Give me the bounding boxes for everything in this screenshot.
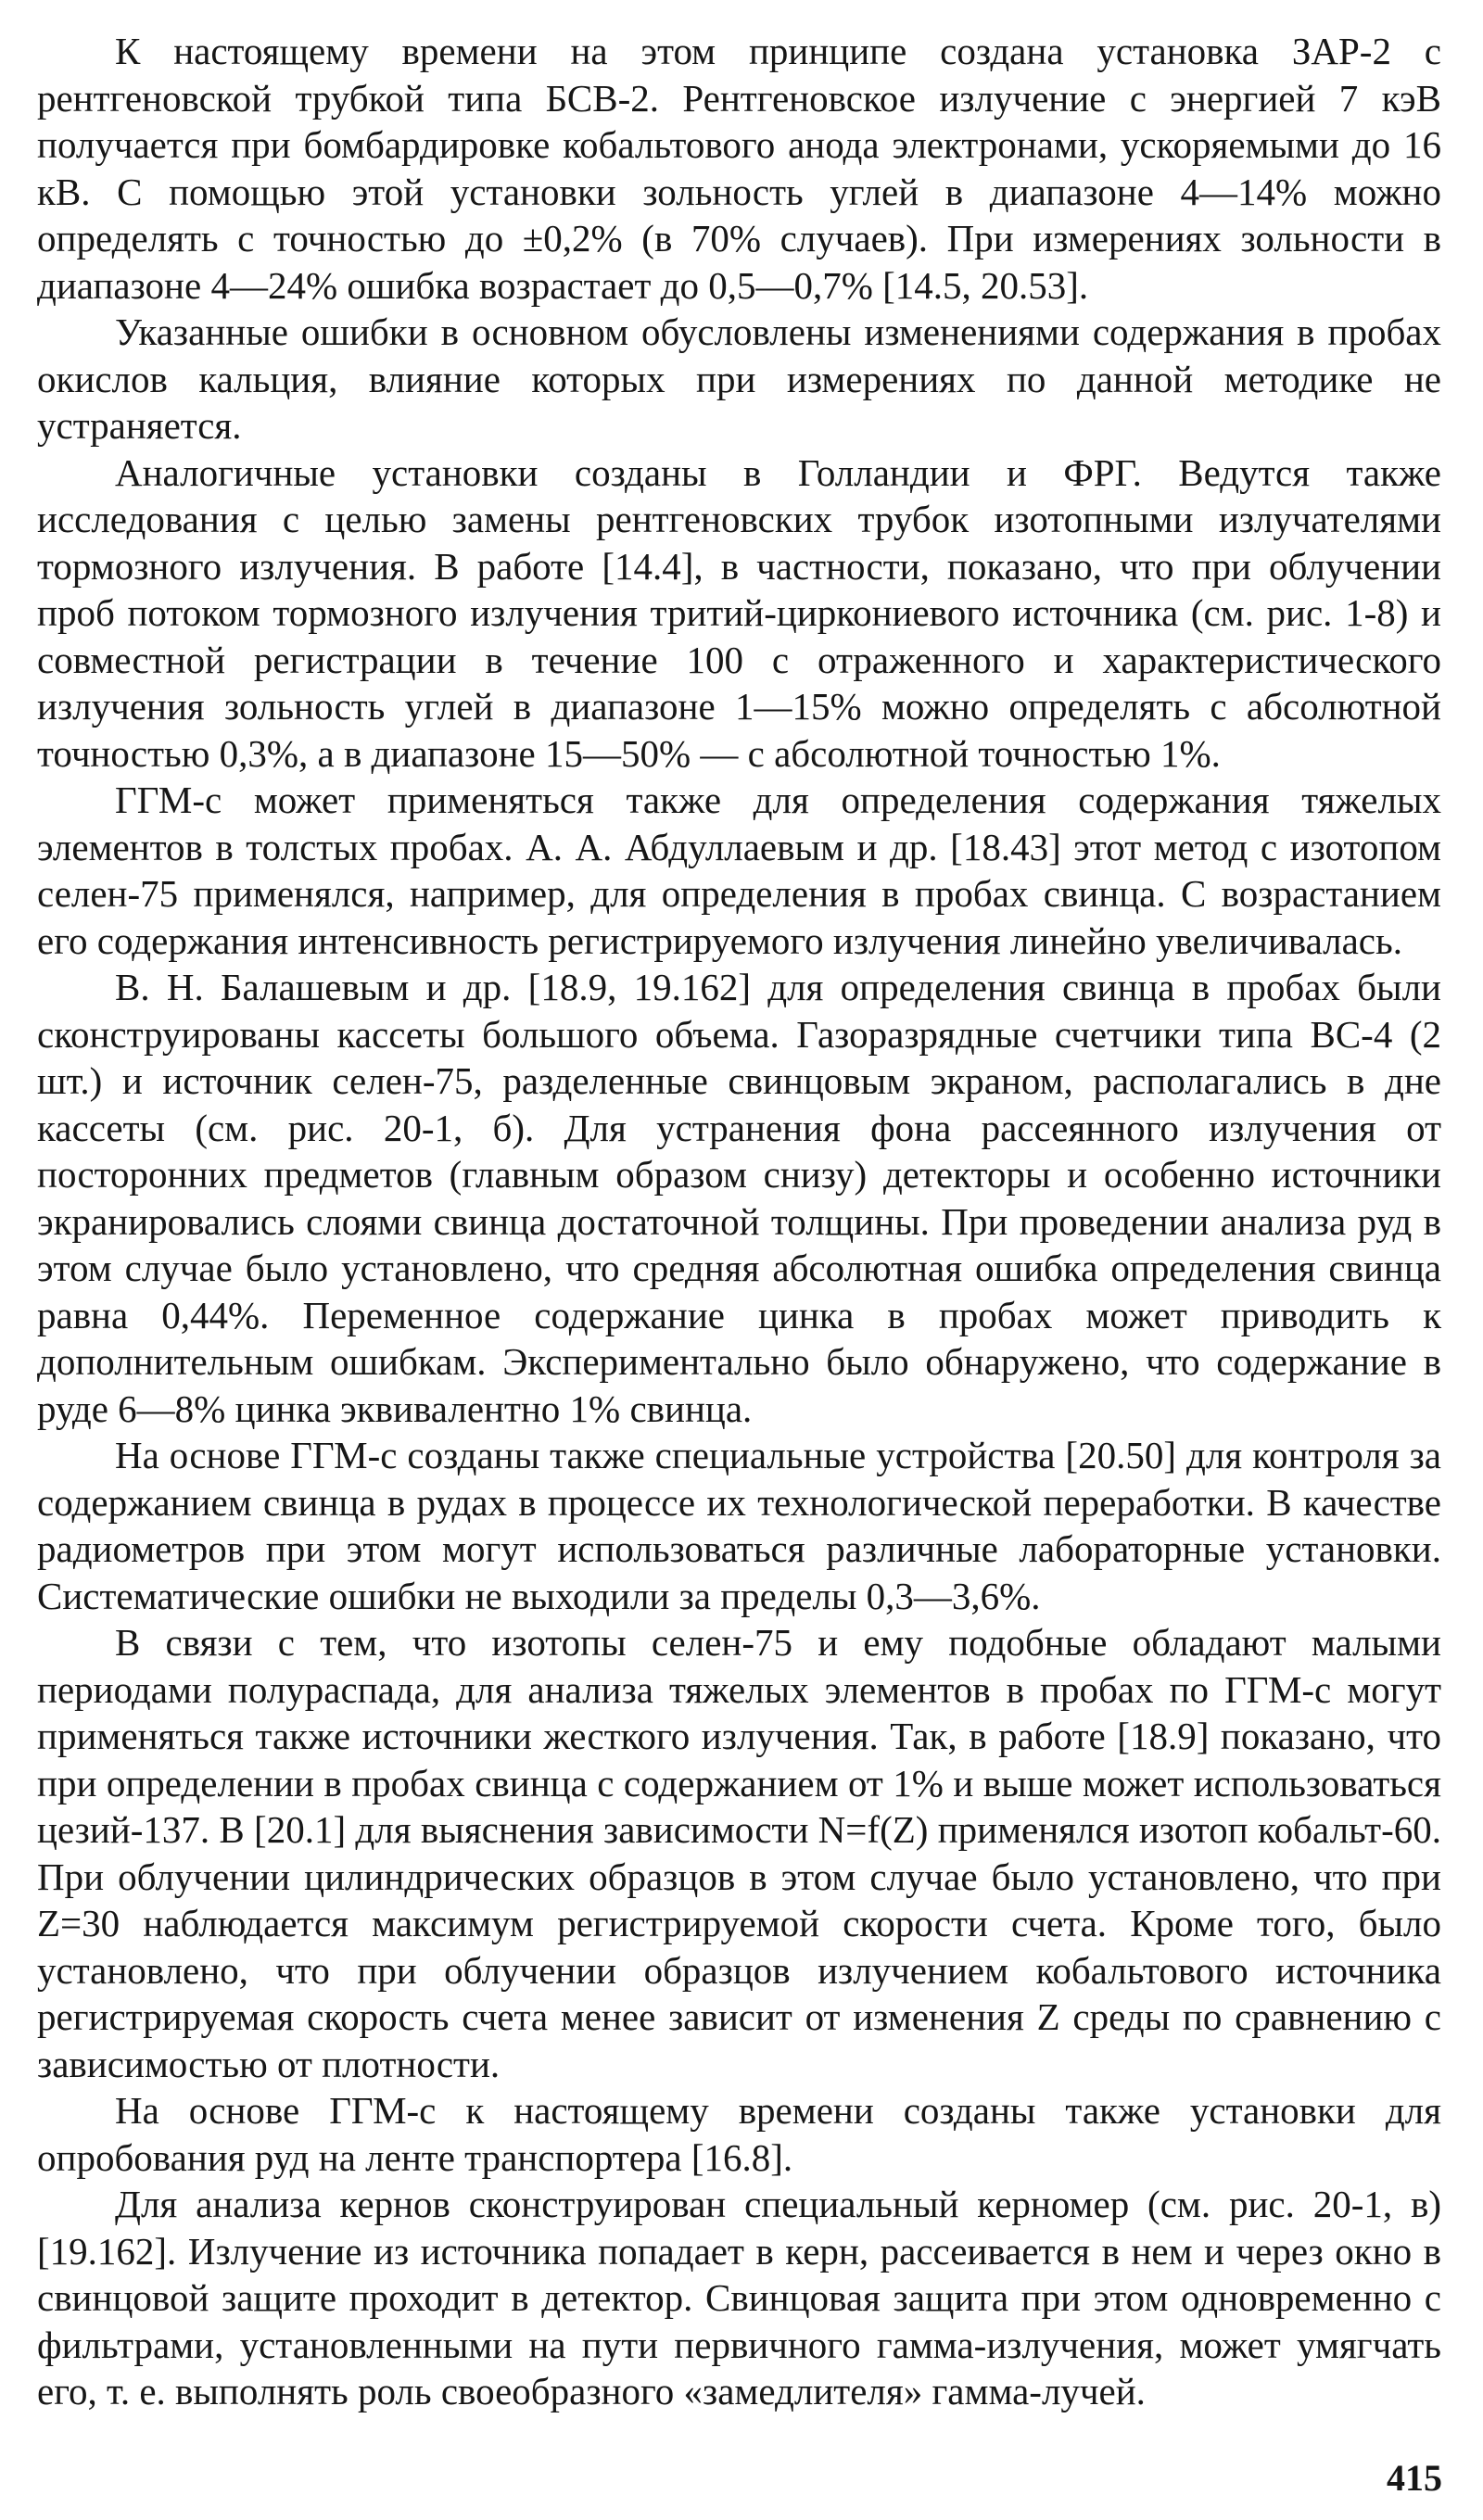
page-body (37, 28, 1441, 2415)
paragraph-1: К настоящему времени на этом принципе создана установка ЗАР-2 с рентгеновской трубкой типа БСВ-2. Рентгеновское излучение с энергией 7 кэВ получается при бомбардировке кобальтового анода электронами, ускоряемыми до 16 кВ. С помощью этой установки зольность углей в диапазоне 4—14% можно определять с точностью до ±0,2% (в 70% случаев). При измерениях зольности в диапазоне 4—24% ошибка возрастает до 0,5—0,7% [14.5, 20.53]. (37, 30, 1441, 307)
paragraph-3: Аналогичные установки созданы в Голландии и ФРГ. Ведутся также исследования с целью замены рентгеновских трубок изотопными излучателями тормозного излучения. В работе [14.4], в частности, показано, что при облучении проб потоком тормозного излучения тритий-циркониевого источника (см. рис. 1-8) и совместной регистрации в течение 100 с отраженного и характеристического излучения зольность углей в диапазоне 1—15% можно определять с абсолютной точностью 0,3%, а в диапазоне 15—50% — с абсолютной точностью 1%. (37, 450, 1441, 775)
paragraph-7: В связи с тем, что изотопы селен-75 и ему подобные обладают малыми периодами полураспада, для анализа тяжелых элементов в пробах по ГГМ-с могут применяться также источники жесткого излучения. Так, в работе [18.9] показано, что при определении в пробах свинца с содержанием от 1% и выше может использоваться цезий-137. В [20.1] для выяснения зависимости N=f(Z) применялся изотоп кобальт-60. При облучении цилиндрических образцов в этом случае было установлено, что при Z=30 наблюдается максимум регистрируемой скорости счета. Кроме того, было установлено, что при облучении образцов излучением кобальтового источника регистрируемая скорость счета менее зависит от изменения Z среды по сравнению с зависимостью от плотности. (37, 1621, 1441, 2085)
paragraph-4: ГГМ-с может применяться также для определения содержания тяжелых элементов в толстых пробах. А. А. Абдуллаевым и др. [18.43] этот метод с изотопом селен-75 применялся, например, для определения в пробах свинца. С возрастанием его содержания интенсивность регистрируемого излучения линейно увеличивалась. (37, 779, 1441, 962)
paragraph-6: На основе ГГМ-с созданы также специальные устройства [20.50] для контроля за содержанием свинца в рудах в процессе их технологической переработки. В качестве радиометров при этом могут использоваться различные лабораторные установки. Систематические ошибки не выходили за пределы 0,3—3,6%. (37, 1434, 1441, 1617)
paragraph-8: На основе ГГМ-с к настоящему времени созданы также установки для опробования руд на ленте транспортера [16.8]. (37, 2089, 1441, 2179)
paragraph-9: Для анализа кернов сконструирован специальный керномер (см. рис. 20-1, в) [19.162]. Излучение из источника попадает в керн, рассеивается в нем и через окно в свинцовой защите проходит в детектор. Свинцовая защита при этом одновременно с фильтрами, установленными на пути первичного гамма-излучения, может умягчать его, т. е. выполнять роль своеобразного «замедлителя» гамма-лучей. (37, 2183, 1441, 2412)
paragraph-5: В. Н. Балашевым и др. [18.9, 19.162] для определения свинца в пробах были сконструированы кассеты большого объема. Газоразрядные счетчики типа ВС-4 (2 шт.) и источник селен-75, разделенные свинцовым экраном, располагались в дне кассеты (см. рис. 20-1, б). Для устранения фона рассеянного излучения от посторонних предметов (главным образом снизу) детекторы и особенно источники экранировались слоями свинца достаточной толщины. При проведении анализа руд в этом случае было установлено, что средняя абсолютная ошибка определения свинца равна 0,44%. Переменное содержание цинка в пробах может приводить к дополнительным ошибкам. Экспериментально было обнаружено, что содержание в руде 6—8% цинка эквивалентно 1% свинца. (37, 966, 1441, 1430)
page-number: 415 (1387, 2457, 1442, 2499)
paragraph-2: Указанные ошибки в основном обусловлены изменениями содержания в пробах окислов кальция, влияние которых при измерениях по данной методике не устраняется. (37, 310, 1441, 447)
